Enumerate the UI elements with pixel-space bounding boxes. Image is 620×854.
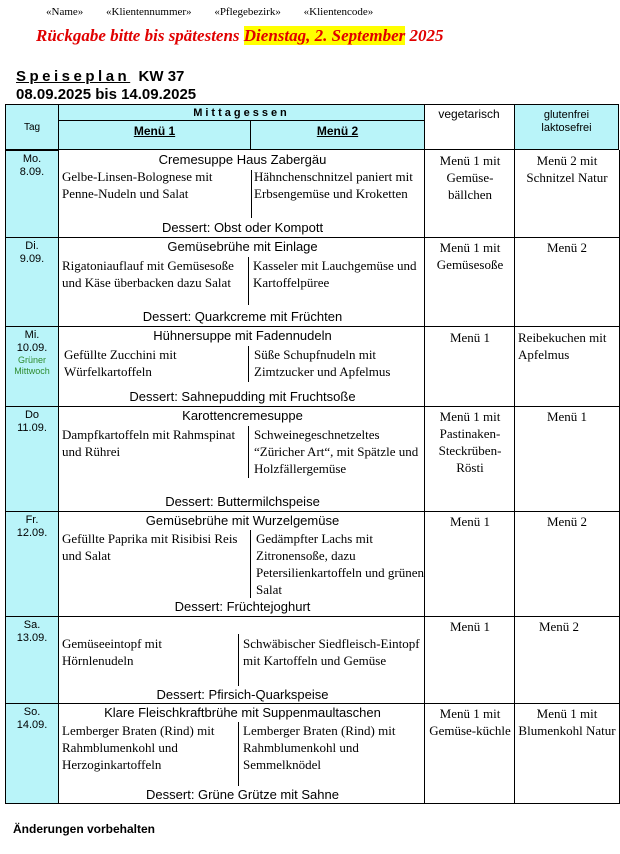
vegetarian-option: Menü 1 mit Gemüse-bällchen bbox=[439, 153, 501, 202]
dessert: Dessert: Buttermilchspeise bbox=[165, 494, 320, 509]
soup: Karottencremesuppe bbox=[182, 408, 303, 423]
row-divider bbox=[58, 703, 619, 704]
day-name: Mo. bbox=[22, 153, 42, 165]
soup: Cremesuppe Haus Zabergäu bbox=[158, 152, 327, 167]
vegetarian-option: Menü 1 mit Pastinaken-Steckrüben-Rösti bbox=[438, 409, 502, 475]
vegetarian-option: Menü 1 mit Gemüsesoße bbox=[436, 240, 504, 272]
day-name: Fr. bbox=[25, 514, 39, 526]
menu-divider bbox=[248, 257, 249, 305]
vegetarian-option: Menü 1 bbox=[449, 619, 491, 634]
soup: Gemüsebrühe mit Einlage bbox=[167, 239, 318, 254]
date-range: 08.09.2025 bis 14.09.2025 bbox=[16, 86, 197, 103]
glutenfree-option: Menü 2 mit Schnitzel Natur bbox=[526, 153, 608, 185]
day-name: Mi. bbox=[24, 329, 40, 341]
header-tag: Tag bbox=[23, 122, 41, 133]
day-cell-di bbox=[5, 237, 59, 327]
header-tag-cell bbox=[5, 104, 59, 150]
header-mittagessen: Mittagessen bbox=[58, 104, 425, 121]
menu2-dish: Schwäbischer Siedfleisch-Eintopf mit Kartoffeln und Gemüse bbox=[243, 636, 420, 668]
day-name: Sa. bbox=[23, 619, 41, 631]
day-cell-mo bbox=[5, 150, 59, 238]
menu1-dish: Lemberger Braten (Rind) mit Rahmblumenkohl und Herzoginkartoffeln bbox=[62, 723, 215, 772]
menu2-dish: Gedämpfter Lachs mit Zitronensoße, dazu Petersilienkartoffeln und grünen Salat bbox=[256, 531, 424, 597]
glutenfree-option: Menü 1 mit Blumenkohl Natur bbox=[518, 706, 616, 738]
day-date: 14.09. bbox=[16, 719, 48, 731]
header-menu2: Menü 2 bbox=[250, 120, 425, 150]
day-cell-do bbox=[5, 406, 59, 512]
day-name: So. bbox=[23, 706, 41, 718]
header-glutenfrei: glutenfrei bbox=[543, 109, 590, 121]
dessert: Dessert: Grüne Grütze mit Sahne bbox=[146, 787, 339, 802]
title-word: Speiseplan bbox=[16, 68, 131, 85]
day-note-green-wednesday: Grüner Mittwoch bbox=[14, 355, 50, 376]
glutenfree-option: Menü 2 bbox=[546, 514, 588, 529]
dessert: Dessert: Früchtejoghurt bbox=[174, 599, 311, 614]
row-divider bbox=[58, 616, 619, 617]
dessert: Dessert: Obst oder Kompott bbox=[161, 220, 324, 235]
day-cell-so bbox=[5, 703, 59, 804]
menu-divider bbox=[238, 634, 239, 686]
deadline-prefix: Rückgabe bitte bis spätestens bbox=[36, 26, 244, 45]
day-date: 11.09. bbox=[17, 422, 47, 434]
dessert: Dessert: Quarkcreme mit Früchten bbox=[142, 309, 343, 324]
day-name: Do bbox=[24, 409, 40, 421]
column-divider-gf bbox=[514, 150, 515, 804]
day-name: Di. bbox=[25, 240, 39, 252]
soup: Gemüsebrühe mit Wurzelgemüse bbox=[145, 513, 340, 528]
header-menu1: Menü 1 bbox=[58, 120, 251, 150]
title-week: KW 37 bbox=[138, 68, 185, 85]
row-divider bbox=[58, 237, 619, 238]
row-divider bbox=[58, 406, 619, 407]
glutenfree-option: Menü 1 bbox=[546, 409, 588, 424]
dessert: Dessert: Pfirsich-Quarkspeise bbox=[156, 687, 329, 702]
header-vegetarisch: vegetarisch bbox=[424, 104, 515, 150]
vegetarian-option: Menü 1 bbox=[449, 514, 491, 529]
day-date: 13.09. bbox=[16, 632, 48, 644]
field-care-district: «Pflegebezirk» bbox=[214, 6, 281, 18]
row-divider bbox=[58, 326, 619, 327]
day-cell-mi bbox=[5, 326, 59, 407]
day-cell-fr bbox=[5, 511, 59, 617]
menu2-dish: Süße Schupfnudeln mit Zimtzucker und Apfelmus bbox=[254, 347, 391, 379]
placeholder-fields bbox=[46, 6, 393, 18]
soup: Hühnersuppe mit Fadennudeln bbox=[153, 328, 332, 343]
glutenfree-option: Menü 2 bbox=[538, 619, 580, 634]
menu-divider bbox=[248, 346, 249, 382]
menu2-dish: Hähnchenschnitzel paniert mit Erbsengemüse und Kroketten bbox=[254, 169, 413, 201]
deadline-suffix: 2025 bbox=[405, 26, 444, 45]
glutenfree-option: Reibekuchen mit Apfelmus bbox=[518, 330, 607, 362]
dessert: Dessert: Sahnepudding mit Fruchtsoße bbox=[129, 389, 356, 404]
row-divider bbox=[58, 511, 619, 512]
menu-divider bbox=[251, 170, 252, 218]
menu1-dish: Gefüllte Zucchini mit Würfelkartoffeln bbox=[64, 347, 177, 379]
day-date: 9.09. bbox=[19, 253, 45, 265]
menu1-dish: Dampfkartoffeln mit Rahmspinat und Rührei bbox=[62, 427, 236, 459]
field-client-number: «Klientennummer» bbox=[106, 6, 192, 18]
menu2-dish: Schweinegeschnetzeltes “Züricher Art“, mit Spätzle und Holzfällergemüse bbox=[254, 427, 419, 476]
menu-divider bbox=[238, 722, 239, 786]
day-cell-sa bbox=[5, 616, 59, 704]
menu1-dish: Rigatoniauflauf mit Gemüsesoße und Käse überbacken dazu Salat bbox=[62, 258, 234, 290]
menu-divider bbox=[250, 530, 251, 598]
day-date: 8.09. bbox=[19, 166, 45, 178]
menu1-dish: Gefüllte Paprika mit Risibisi Reis und Salat bbox=[62, 531, 238, 563]
footer-note: Änderungen vorbehalten bbox=[13, 822, 156, 836]
field-name: «Name» bbox=[46, 6, 84, 18]
menu-divider bbox=[248, 426, 249, 478]
menu1-dish: Gemüseeintopf mit Hörnlenudeln bbox=[62, 636, 163, 668]
vegetarian-option: Menü 1 mit Gemüse-küchle bbox=[429, 706, 511, 738]
deadline-date-highlight: Dienstag, 2. September bbox=[243, 26, 406, 45]
glutenfree-option: Menü 2 bbox=[546, 240, 588, 255]
vegetarian-option: Menü 1 bbox=[449, 330, 491, 345]
field-client-code: «Klientencode» bbox=[303, 6, 374, 18]
day-date: 10.09. bbox=[16, 342, 48, 354]
menu2-dish: Kasseler mit Lauchgemüse und Kartoffelpüree bbox=[253, 258, 417, 290]
menu2-dish: Lemberger Braten (Rind) mit Rahmblumenkohl und Semmelknödel bbox=[243, 723, 396, 772]
page-title bbox=[16, 68, 184, 85]
header-glutenfrei-laktosefrei bbox=[514, 104, 619, 150]
day-date: 12.09. bbox=[16, 527, 48, 539]
return-deadline bbox=[36, 26, 444, 46]
menu1-dish: Gelbe-Linsen-Bolognese mit Penne-Nudeln und Salat bbox=[62, 169, 213, 201]
soup: Klare Fleischkraftbrühe mit Suppenmaultaschen bbox=[104, 705, 381, 720]
header-laktosefrei: laktosefrei bbox=[541, 122, 592, 134]
